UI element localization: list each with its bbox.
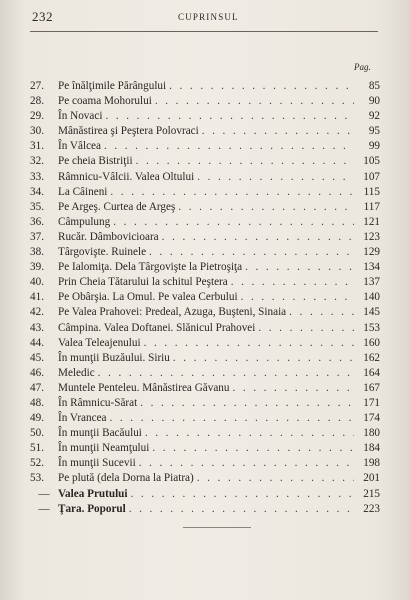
- toc-entry-page: 223: [363, 502, 380, 515]
- toc-dot-leader: [241, 290, 354, 305]
- toc-entry-title: Râmnicu-Vâlcii. Valea Oltului: [58, 170, 195, 183]
- table-of-contents: [30, 79, 380, 517]
- toc-entry-number: 41.: [30, 291, 44, 304]
- toc-entry-number: 35.: [30, 200, 44, 213]
- toc-entry: [30, 154, 380, 169]
- toc-dot-leader: [289, 305, 354, 320]
- running-title: CUPRINSUL: [178, 12, 239, 22]
- toc-entry-number: 30.: [30, 125, 44, 138]
- toc-entry: [30, 471, 380, 486]
- toc-entry-number: 43.: [30, 321, 44, 334]
- toc-entry-title: În munţii Neamţului: [58, 442, 150, 455]
- toc-entry-number: 33.: [30, 170, 44, 183]
- toc-dot-leader: [258, 321, 354, 336]
- toc-dot-leader: [136, 154, 354, 169]
- toc-entry-number: 37.: [30, 230, 44, 243]
- toc-dot-leader: [113, 215, 354, 230]
- toc-entry-title: Pe înălţimile Părângului: [58, 80, 167, 92]
- toc-entry-page: 215: [363, 487, 380, 500]
- toc-entry-number: —: [38, 487, 50, 500]
- toc-entry: [30, 351, 380, 366]
- toc-entry-title: Meledic: [58, 366, 95, 379]
- toc-dot-leader: [197, 471, 354, 486]
- toc-entry: [30, 336, 380, 351]
- toc-dot-leader: [173, 351, 354, 366]
- toc-dot-leader: [129, 502, 354, 517]
- toc-entry-number: 39.: [30, 261, 44, 274]
- toc-entry-page: 140: [363, 291, 380, 304]
- toc-entry-title: Pe Argeş. Curtea de Argeş: [58, 200, 176, 213]
- toc-dot-leader: [149, 245, 354, 260]
- toc-entry-page: 115: [363, 185, 380, 198]
- toc-entry-number: 27.: [30, 80, 44, 92]
- toc-entry-title: Rucăr. Dâmbovicioara: [58, 230, 159, 243]
- toc-entry: [30, 411, 380, 426]
- toc-entry-title: În munţii Sucevii: [58, 457, 136, 470]
- toc-entry: [30, 124, 380, 139]
- toc-entry-title: Târgovişte. Ruinele: [58, 246, 147, 259]
- toc-entry-page: 121: [363, 215, 380, 228]
- toc-entry-page: 180: [363, 427, 380, 440]
- toc-dot-leader: [152, 441, 354, 456]
- toc-dot-leader: [162, 230, 354, 245]
- toc-dot-leader: [139, 456, 354, 471]
- toc-entry-title: Valea Teleajenului: [58, 336, 141, 349]
- toc-entry: [30, 215, 380, 230]
- toc-entry-title: În Vrancea: [58, 412, 107, 425]
- toc-entry-number: 53.: [30, 472, 44, 485]
- toc-dot-leader: [197, 170, 354, 185]
- toc-entry: [30, 275, 380, 290]
- toc-entry-number: 34.: [30, 185, 44, 198]
- toc-entry: [30, 366, 380, 381]
- toc-entry-number: 29.: [30, 110, 44, 123]
- toc-entry-page: 198: [363, 457, 380, 470]
- toc-entry-title: În Râmnicu-Sărat: [58, 396, 138, 409]
- toc-entry-number: 28.: [30, 95, 44, 108]
- toc-entry-page: 201: [363, 472, 380, 485]
- toc-dot-leader: [131, 487, 354, 502]
- toc-entry-number: 44.: [30, 336, 44, 349]
- toc-entry-title: Mânăstirea şi Peştera Polovraci: [58, 125, 199, 138]
- toc-dot-leader: [232, 381, 354, 396]
- pag-column-label: Pag.: [354, 62, 371, 72]
- toc-entry-page: 90: [368, 95, 380, 108]
- toc-entry: [30, 290, 380, 305]
- toc-entry: [30, 396, 380, 411]
- toc-entry-page: 162: [363, 351, 380, 364]
- toc-entry-page: 95: [368, 125, 380, 138]
- toc-entry-page: 85: [368, 80, 380, 92]
- toc-entry: [30, 321, 380, 336]
- toc-entry-title: Valea Prutului: [58, 487, 128, 500]
- toc-entry-title: Muntele Penteleu. Mânăstirea Găvanu: [58, 381, 230, 394]
- toc-entry: [30, 185, 380, 200]
- toc-entry-title: În Vâlcea: [58, 140, 101, 153]
- toc-dot-leader: [98, 366, 354, 381]
- toc-entry: [30, 170, 380, 185]
- toc-entry-page: 160: [363, 336, 380, 349]
- toc-entry: [30, 79, 380, 94]
- toc-entry-number: —: [38, 502, 50, 515]
- toc-dot-leader: [155, 94, 354, 109]
- toc-entry-number: 49.: [30, 412, 44, 425]
- toc-entry-title: Ţara. Poporul: [58, 502, 126, 515]
- toc-dot-leader: [105, 109, 354, 124]
- toc-entry: [30, 381, 380, 396]
- toc-entry: [30, 426, 380, 441]
- toc-entry-title: Pe cheia Bistriţii: [58, 155, 133, 168]
- header-rule: [30, 31, 378, 32]
- toc-dot-leader: [144, 336, 354, 351]
- toc-dot-leader: [169, 79, 354, 94]
- toc-entry-page: 167: [363, 381, 380, 394]
- toc-dot-leader: [245, 260, 354, 275]
- toc-entry-page: 184: [363, 442, 380, 455]
- toc-entry-title: Pe plută (dela Dorna la Piatra): [58, 472, 194, 485]
- toc-entry-number: 47.: [30, 381, 44, 394]
- toc-entry-page: 129: [363, 246, 380, 259]
- toc-dot-leader: [178, 200, 354, 215]
- toc-entry-number: 38.: [30, 246, 44, 259]
- end-rule: [183, 527, 251, 528]
- toc-entry-page: 117: [363, 200, 380, 213]
- toc-entry: [30, 260, 380, 275]
- toc-entry-title: Pe coama Mohorului: [58, 95, 152, 108]
- toc-entry-page: 164: [363, 366, 380, 379]
- toc-dot-leader: [231, 275, 354, 290]
- toc-entry-number: 32.: [30, 155, 44, 168]
- toc-entry-number: 46.: [30, 366, 44, 379]
- toc-entry-title: Pe Obârşia. La Omul. Pe valea Cerbului: [58, 291, 238, 304]
- page-number: 232: [32, 9, 53, 24]
- toc-entry-page: 99: [368, 140, 380, 153]
- toc-entry: [30, 441, 380, 456]
- toc-entry-page: 153: [363, 321, 380, 334]
- toc-entry-page: 107: [363, 170, 380, 183]
- toc-entry-number: 51.: [30, 442, 44, 455]
- toc-section-entry: [30, 487, 380, 502]
- toc-dot-leader: [110, 411, 354, 426]
- toc-entry-title: Câmpina. Valea Doftanei. Slănicul Prahovei: [58, 321, 256, 334]
- toc-entry-page: 105: [363, 155, 380, 168]
- toc-entry-title: Pe Ialomiţa. Dela Târgovişte la Pietroşiţa: [58, 261, 243, 274]
- toc-entry-title: În munţii Bacăului: [58, 427, 142, 440]
- toc-entry-page: 137: [363, 276, 380, 289]
- toc-entry-title: La Câineni: [58, 185, 108, 198]
- toc-entry-title: În Novaci: [58, 110, 103, 123]
- toc-dot-leader: [140, 396, 354, 411]
- toc-entry-page: 145: [363, 306, 380, 319]
- toc-entry-page: 134: [363, 261, 380, 274]
- toc-dot-leader: [202, 124, 354, 139]
- toc-section-entry: [30, 502, 380, 517]
- toc-entry-number: 42.: [30, 306, 44, 319]
- toc-entry-number: 48.: [30, 396, 44, 409]
- toc-dot-leader: [145, 426, 354, 441]
- toc-entry-page: 174: [363, 412, 380, 425]
- toc-entry-number: 40.: [30, 276, 44, 289]
- toc-entry: [30, 456, 380, 471]
- toc-entry: [30, 230, 380, 245]
- toc-entry-page: 171: [363, 396, 380, 409]
- toc-entry: [30, 245, 380, 260]
- toc-entry: [30, 305, 380, 320]
- toc-entry-number: 50.: [30, 427, 44, 440]
- toc-entry: [30, 139, 380, 154]
- toc-dot-leader: [110, 185, 354, 200]
- toc-entry-title: Pe Valea Prahovei: Predeal, Azuga, Buşteni, Sinaia: [58, 306, 287, 319]
- toc-entry-title: Câmpulung: [58, 215, 111, 228]
- toc-entry: [30, 94, 380, 109]
- toc-entry: [30, 109, 380, 124]
- toc-entry-title: În munţii Buzăului. Siriu: [58, 351, 170, 364]
- toc-entry-page: 92: [368, 110, 380, 123]
- toc-entry-number: 45.: [30, 351, 44, 364]
- toc-entry-number: 31.: [30, 140, 44, 153]
- toc-entry-title: Prin Cheia Tătarului la schitul Peştera: [58, 276, 228, 289]
- toc-dot-leader: [104, 139, 354, 154]
- toc-entry-page: 123: [363, 230, 380, 243]
- toc-entry-number: 52.: [30, 457, 44, 470]
- toc-entry: [30, 200, 380, 215]
- toc-entry-number: 36.: [30, 215, 44, 228]
